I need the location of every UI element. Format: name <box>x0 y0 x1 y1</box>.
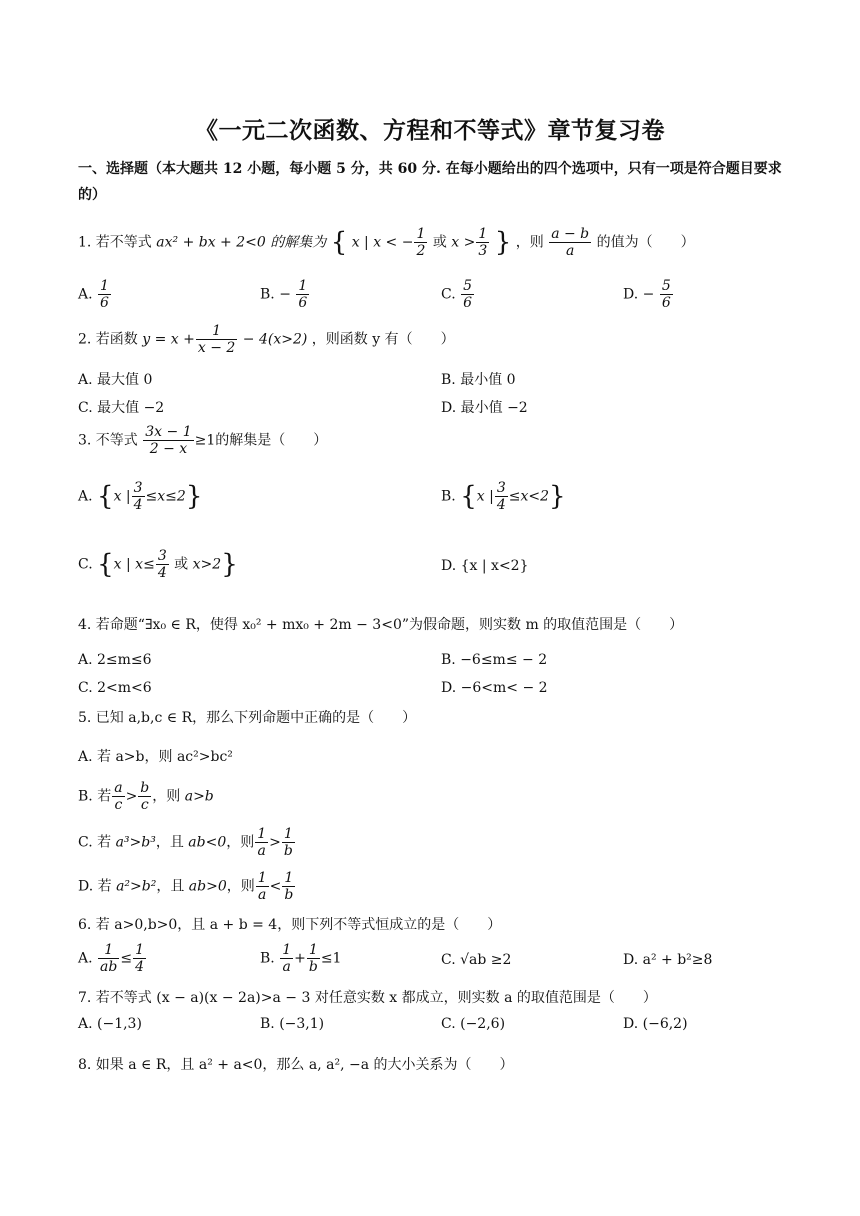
q1-option-d[interactable]: D. − $\frac{5}{6}$ <box>623 278 671 311</box>
page-title: 《一元二次函数、方程和不等式》章节复习卷 <box>195 117 665 144</box>
q3-option-c[interactable]: C. {x | x≤ $\frac{3}{4}$ 或 x>2} <box>78 548 238 581</box>
q3-option-d[interactable]: D. {x | x<2} <box>441 558 529 574</box>
q6-option-c[interactable]: C. √ab ≥2 <box>441 952 512 968</box>
q2-option-c[interactable]: C. 最大值 −2 <box>78 400 165 416</box>
q7-option-d[interactable]: D. (−6,2) <box>623 1016 688 1032</box>
question-5: 5. 已知 a,b,c ∈ R，那么下列命题中正确的是（ ） <box>78 710 417 726</box>
q6-option-d[interactable]: D. a² + b²≥8 <box>623 952 713 968</box>
q4-option-d[interactable]: D. −6<m< − 2 <box>441 680 548 696</box>
q4-option-a[interactable]: A. 2≤m≤6 <box>78 652 152 668</box>
q5-option-d[interactable]: D. 若 a²>b²，且 ab>0，则 $\frac{1}{a}$ < $\frac{1}{b}$ <box>78 870 294 903</box>
question-7: 7. 若不等式 (x − a)(x − 2a)>a − 3 对任意实数 x 都成立，则实数 a 的取值范围是（ ） <box>78 990 657 1006</box>
q3-option-b[interactable]: B. {x | $\frac{3}{4}$ ≤x<2} <box>441 480 566 513</box>
question-3: 3. 不等式 $\frac{3x - 1}{2 - x}$ ≥1的解集是（ ） <box>78 424 328 457</box>
q2-option-a[interactable]: A. 最大值 0 <box>78 372 153 388</box>
question-2: 2. 若函数 y = x + $\frac{1}{x - 2}$ − 4(x>2) ，则函数 y 有（ ） <box>78 323 455 356</box>
section-header: 一、选择题（本大题共 12 小题，每小题 5 分，共 60 分. 在每小题给出的四个选项中，只有一项是符合题目要求的） <box>78 161 782 203</box>
q2-option-b[interactable]: B. 最小值 0 <box>441 372 516 388</box>
q6-option-b[interactable]: B. $\frac{1}{a}$ + $\frac{1}{b}$ ≤1 <box>260 942 342 975</box>
question-1: 1. 若不等式 ax² + bx + 2<0 的解集为 { x | x < − $\frac{1}{2}$ 或 x > $\frac{1}{3}$ } ，则 $\frac{a - b}{a}$ 的值为（ ） <box>78 226 695 259</box>
q1-option-b[interactable]: B. − $\frac{1}{6}$ <box>260 278 308 311</box>
q5-option-b[interactable]: B. 若 $\frac{a}{c}$ > $\frac{b}{c}$ ，则 a>b <box>78 780 214 813</box>
q1-option-a[interactable]: A. $\frac{1}{6}$ <box>78 278 109 311</box>
q4-option-b[interactable]: B. −6≤m≤ − 2 <box>441 652 548 668</box>
question-4: 4. 若命题“∃x₀ ∈ R，使得 x₀² + mx₀ + 2m − 3<0”为假命题，则实数 m 的取值范围是（ ） <box>78 617 684 633</box>
question-8: 8. 如果 a ∈ R，且 a² + a<0，那么 a, a², −a 的大小关系为（ ） <box>78 1057 514 1073</box>
q5-option-c[interactable]: C. 若 a³>b³，且 ab<0，则 $\frac{1}{a}$ > $\frac{1}{b}$ <box>78 826 293 859</box>
q1-expr: ax² + bx + 2<0 的解集为 <box>156 234 327 251</box>
q1-label: 1. 若不等式 <box>78 234 152 251</box>
q4-option-c[interactable]: C. 2<m<6 <box>78 680 152 696</box>
q3-option-a[interactable]: A. {x | $\frac{3}{4}$ ≤x≤2} <box>78 480 203 513</box>
q1-tail2: 的值为（ ） <box>596 234 695 251</box>
question-6: 6. 若 a>0,b>0，且 a + b = 4，则下列不等式恒成立的是（ ） <box>78 917 502 933</box>
q2-option-d[interactable]: D. 最小值 −2 <box>441 400 528 416</box>
q5-option-a[interactable]: A. 若 a>b，则 ac²>bc² <box>78 749 233 765</box>
q7-option-a[interactable]: A. (−1,3) <box>78 1016 142 1032</box>
q1-tail: ，则 <box>515 234 544 251</box>
q1-option-c[interactable]: C. $\frac{5}{6}$ <box>441 278 473 311</box>
q6-option-a[interactable]: A. $\frac{1}{ab}$ ≤ $\frac{1}{4}$ <box>78 942 144 975</box>
q7-option-b[interactable]: B. (−3,1) <box>260 1016 325 1032</box>
q7-option-c[interactable]: C. (−2,6) <box>441 1016 506 1032</box>
